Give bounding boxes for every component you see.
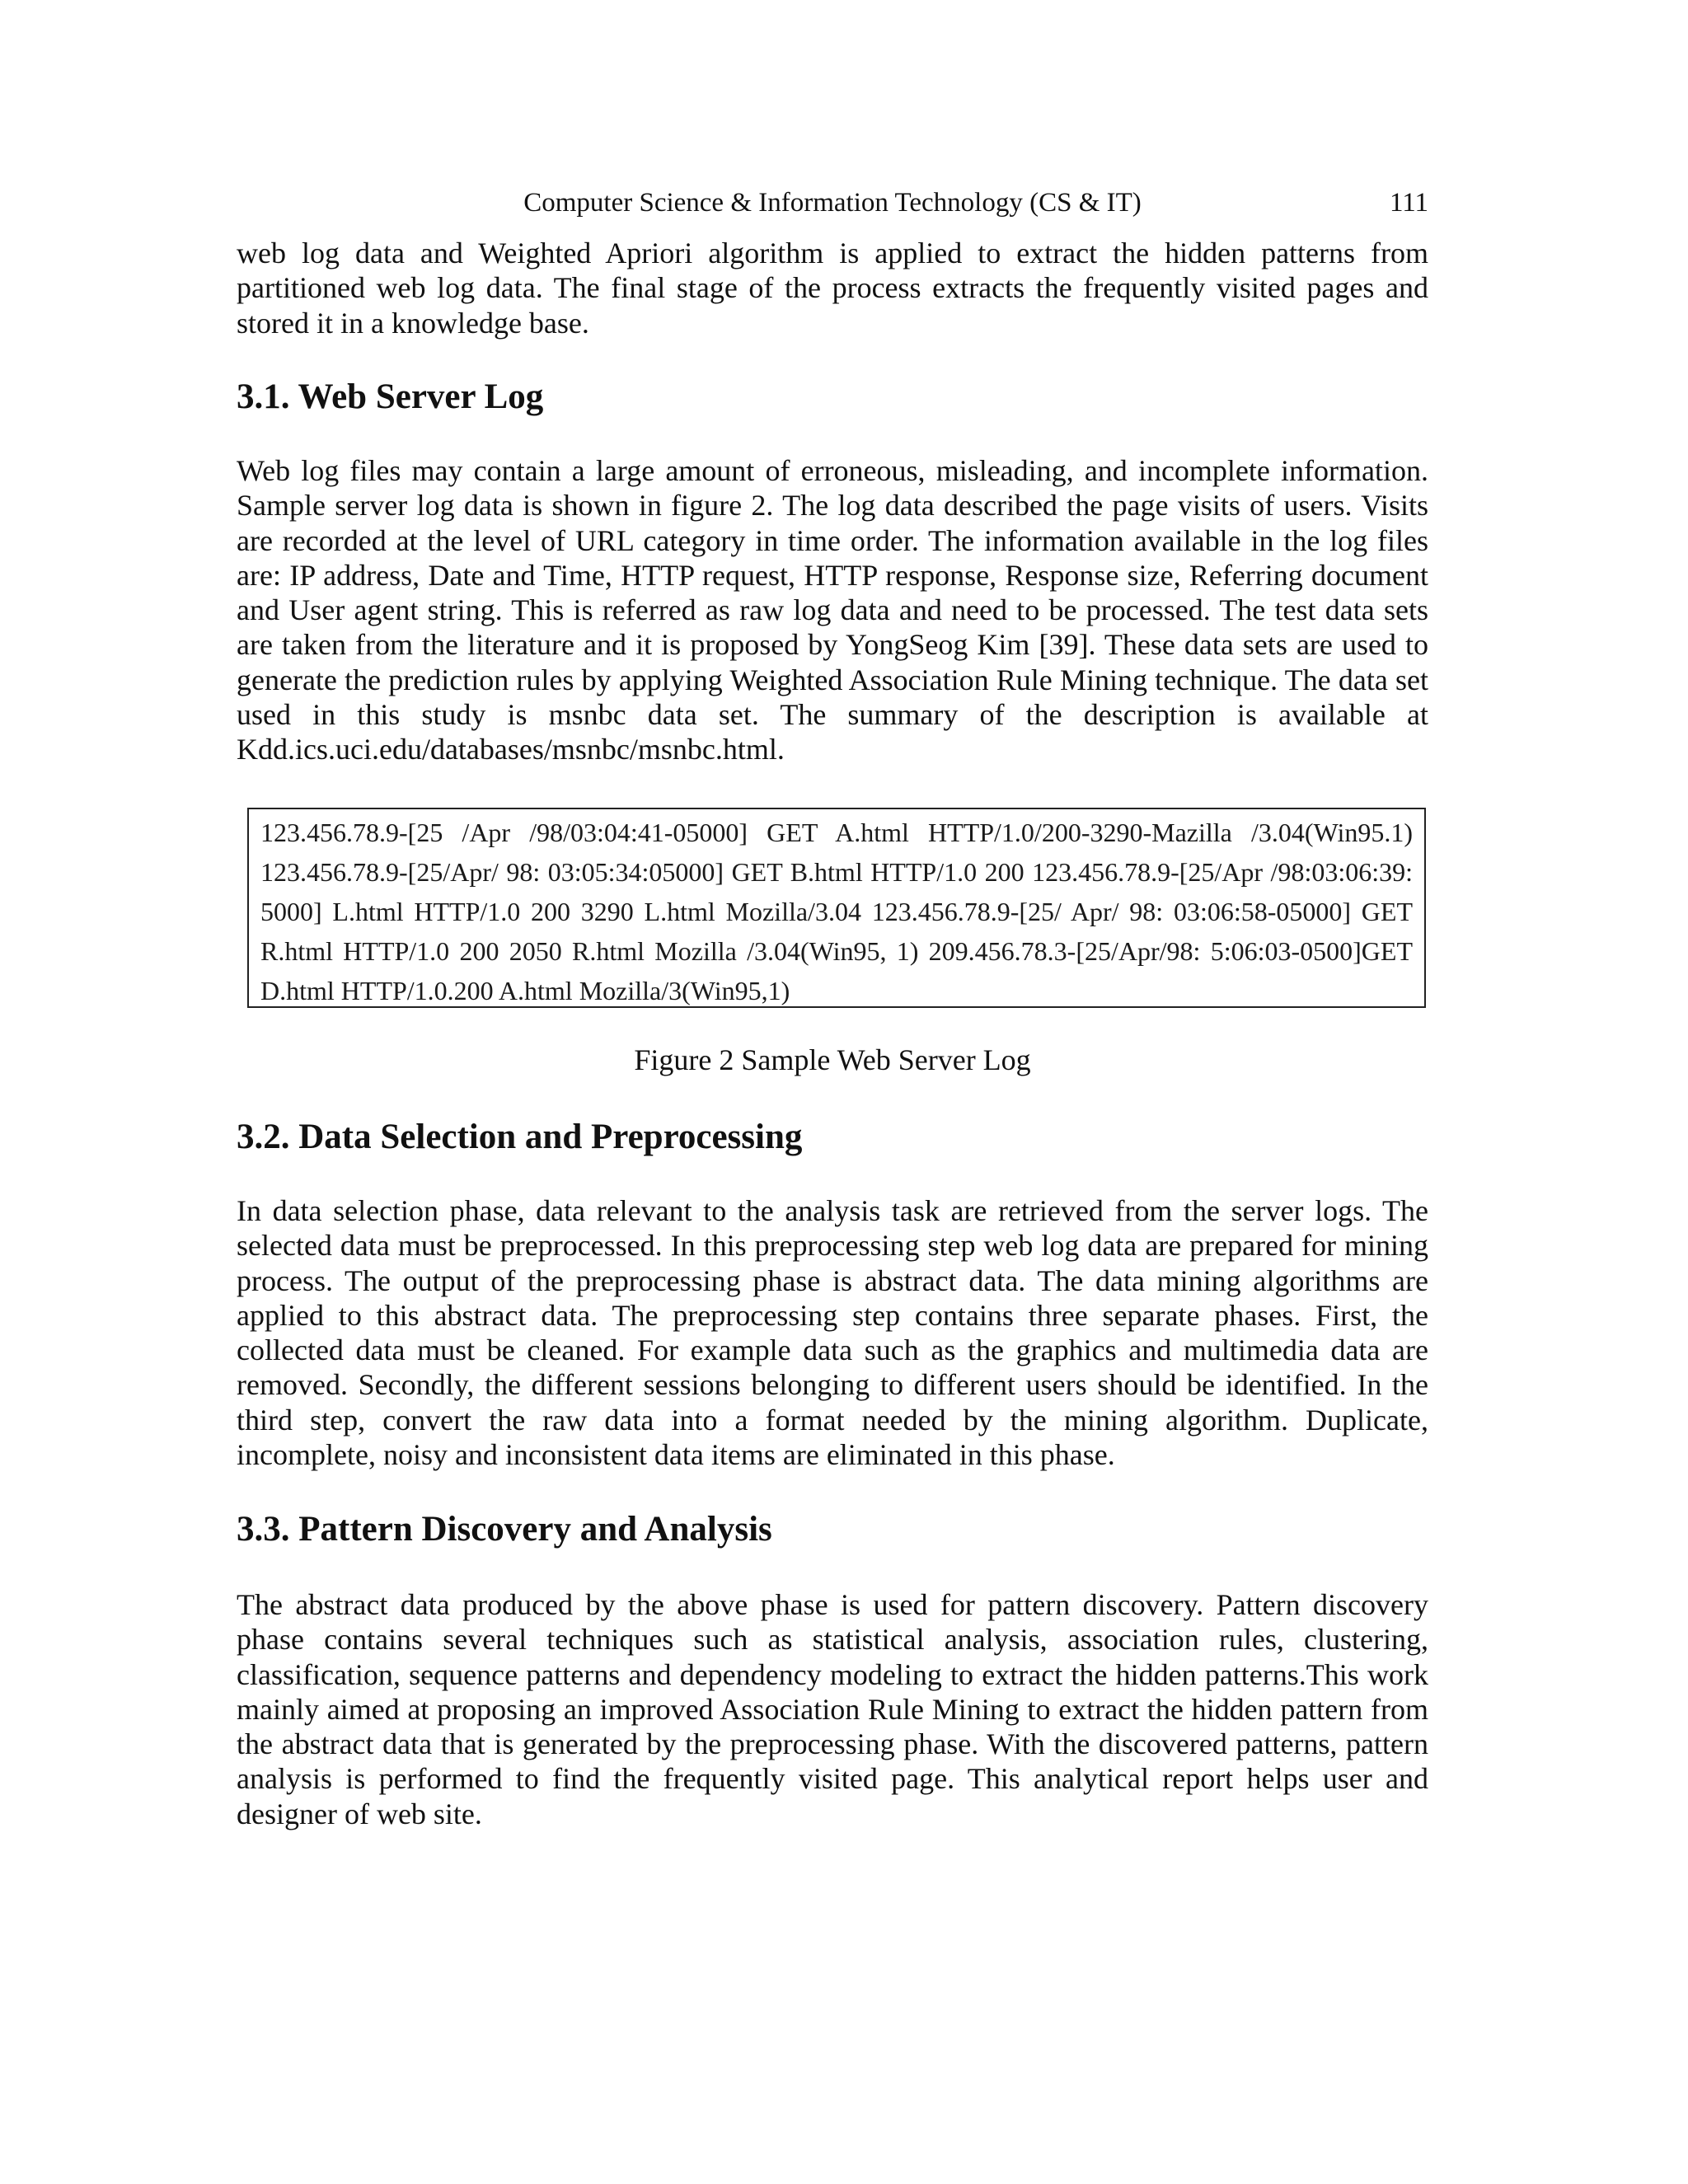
figure-2-log-text: 123.456.78.9-[25 /Apr /98/03:04:41-05000] GET A.html HTTP/1.0/200-3290-Mazilla /3.04(Win95.1) 123.456.78.9-[25/Apr/ 98: 03:05:34:05000] GET B.html HTTP/1.0 200 123.456.78.9-[25/Apr /98:03:06:39: 5000] L.html HTTP/1.0 200 3290 L.html Mozilla/3.04 123.456.78.9-[25/ Apr/ 98: 03:06:58-05000] GET R.html HTTP/1.0 200 2050 R.html Mozilla /3.04(Win95, 1) 209.456.78.3-[25/Apr/98: 5:06:03-0500]GET D.html HTTP/1.0.200 A.html Mozilla/3(Win95,1) bbox=[260, 818, 1413, 1005]
section-3-1-paragraph: Web log files may contain a large amount of erroneous, misleading, and incomplete information. Sample server log data is shown in figure 2. The log data described the page visits of users. Visits are recorded at the level of URL category in time order. The information available in the log files are: IP address, Date and Time, HTTP request, HTTP response, Response size, Referring document and User agent string. This is referred as raw log data and need to be processed. The test data sets are taken from the literature and it is proposed by YongSeog Kim [39]. These data sets are used to generate the prediction rules by applying Weighted Association Rule Mining technique. The data set used in this study is msnbc data set. The summary of the description is available at Kdd.ics.uci.edu/databases/msnbc/msnbc.html. bbox=[237, 454, 1428, 766]
intro-paragraph: web log data and Weighted Apriori algorithm is applied to extract the hidden patterns from partitioned web log data. The final stage of the process extracts the frequently visited pages and stored it in a knowledge base. bbox=[237, 237, 1428, 340]
journal-title: Computer Science & Information Technology (CS & IT) bbox=[523, 188, 1142, 218]
section-heading-3-1: 3.1. Web Server Log bbox=[237, 377, 544, 416]
page-number: 111 bbox=[1389, 188, 1428, 218]
section-heading-3-3: 3.3. Pattern Discovery and Analysis bbox=[237, 1510, 772, 1549]
section-3-2-paragraph: In data selection phase, data relevant to the analysis task are retrieved from the server logs. The selected data must be preprocessed. In this preprocessing step web log data are prepared for mining process. The output of the preprocessing phase is abstract data. The data mining algorithms are applied to this abstract data. The preprocessing step contains three separate phases. First, the collected data must be cleaned. For example data such as the graphics and multimedia data are removed. Secondly, the different sessions belonging to different users should be identified. In the third step, convert the raw data into a format needed by the mining algorithm. Duplicate, incomplete, noisy and inconsistent data items are eliminated in this phase. bbox=[237, 1194, 1428, 1472]
section-heading-3-2: 3.2. Data Selection and Preprocessing bbox=[237, 1118, 803, 1156]
figure-2-log-box bbox=[247, 808, 1426, 1008]
figure-2-caption: Figure 2 Sample Web Server Log bbox=[634, 1043, 1031, 1076]
section-3-3-paragraph: The abstract data produced by the above phase is used for pattern discovery. Pattern discovery phase contains several techniques such as statistical analysis, association rules, clustering, classification, sequence patterns and dependency modeling to extract the hidden patterns.This work mainly aimed at proposing an improved Association Rule Mining to extract the hidden pattern from the abstract data that is generated by the preprocessing phase. With the discovered patterns, pattern analysis is performed to find the frequently visited page. This analytical report helps user and designer of web site. bbox=[237, 1588, 1428, 1830]
running-header bbox=[237, 183, 1428, 223]
